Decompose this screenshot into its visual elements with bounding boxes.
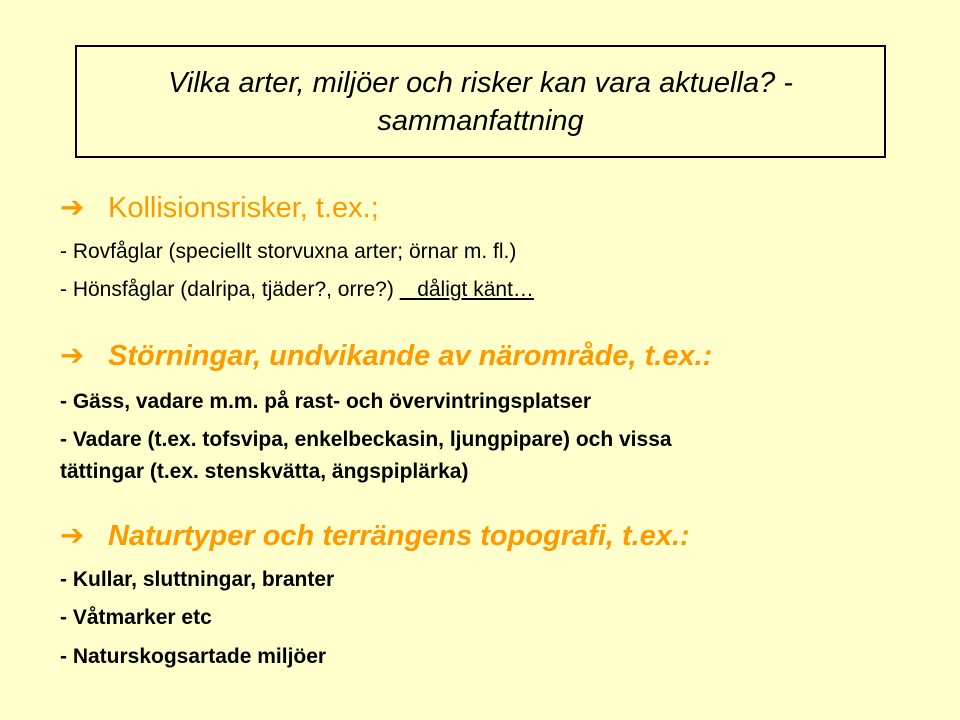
list-item (60, 276, 534, 304)
title-box (75, 45, 886, 158)
section-heading-nature (60, 518, 690, 554)
title-line-2: sammanfattning (377, 104, 584, 137)
section-heading-label: Naturtyper och terrängens topografi, t.ex.: (108, 520, 690, 552)
arrow-right-icon: ➔ (60, 340, 85, 372)
list-item: - Kullar, sluttningar, branter (60, 568, 335, 591)
note-dangerous-unknown: dåligt känt… (417, 278, 534, 301)
list-item: - Rovfåglar (speciellt storvuxna arter; örnar m. fl.) (60, 240, 517, 263)
list-item: - Våtmarker etc (60, 606, 212, 629)
list-item: - Naturskogsartade miljöer (60, 645, 327, 668)
note-spacer (400, 278, 418, 301)
section-heading-disturbance (60, 338, 712, 374)
list-item-text: - Hönsfåglar (dalripa, tjäder?, orre?) (60, 278, 394, 301)
list-item: - Gäss, vadare m.m. på rast- och övervintringsplatser (60, 390, 592, 413)
section-heading-collision (60, 190, 379, 226)
title-line-1: Vilka arter, miljöer och risker kan vara aktuella? - (168, 66, 793, 99)
section-heading-label: Störningar, undvikande av närområde, t.ex.: (108, 340, 713, 372)
arrow-right-icon: ➔ (60, 192, 85, 224)
list-item: tättingar (t.ex. stenskvätta, ängspiplärka) (60, 460, 469, 483)
list-item: - Vadare (t.ex. tofsvipa, enkelbeckasin, ljungpipare) och vissa (60, 428, 672, 451)
arrow-right-icon: ➔ (60, 520, 85, 552)
section-heading-label: Kollisionsrisker, t.ex.; (108, 192, 379, 224)
